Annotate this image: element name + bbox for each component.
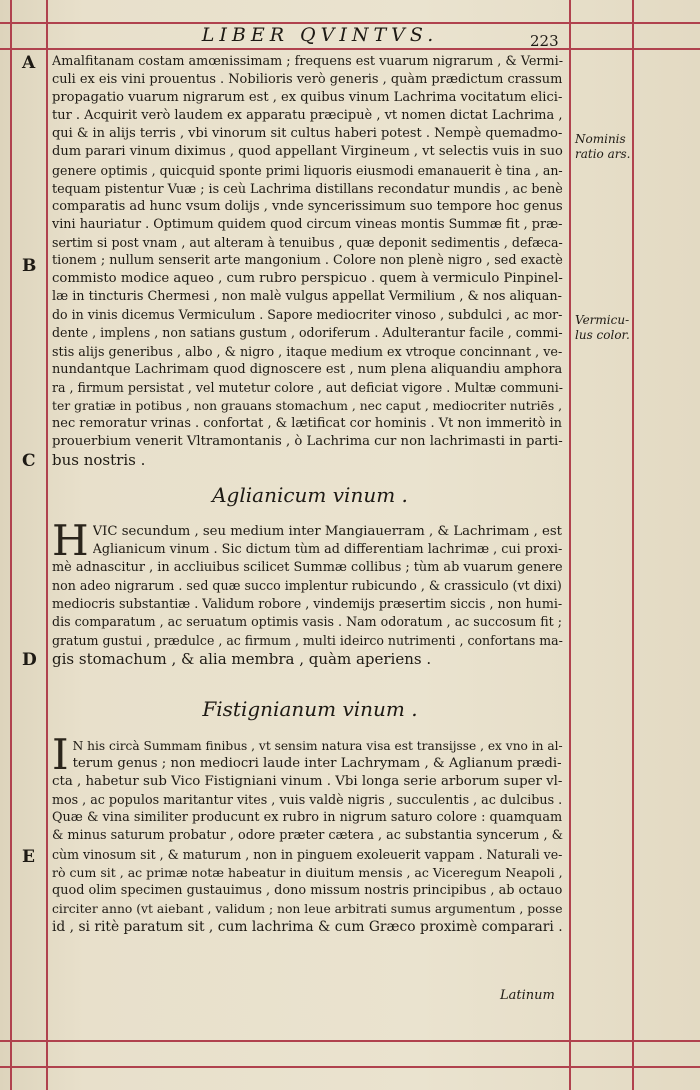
section-letter-e: E <box>22 847 35 867</box>
text-line: gratum gustui , prædulce , ac firmum , multi ideirco nutrimenti , confortans ma- <box>52 632 563 648</box>
text-line: qui & in alijs terris , vbi vinorum sit cultus haberi potest . Nempè quemadmo- <box>52 126 563 142</box>
text-line: dum parari vinum diximus , quod appellant Virgineum , vt selectis vuis in suo <box>52 144 563 160</box>
margin-note-nominis <box>575 132 633 162</box>
text-line: N his circà Summam finibus , vt sensim natura visa est transijsse , ex vno in al- <box>72 739 563 753</box>
text-line: VIC secundum , seu medium inter Mangiauerram , & Lachrimam , est <box>92 524 562 539</box>
paragraph-fistignianum <box>52 730 568 936</box>
red-rule-left-inner <box>46 0 48 1090</box>
text-line: quod olim specimen gustauimus , dono missum nostris principibus , ab octauo <box>52 882 563 898</box>
paragraph-aglianicum <box>52 516 568 668</box>
red-rule-top-inner <box>0 48 700 50</box>
section-letter-b: B <box>22 256 37 276</box>
text-line: tequam pistentur Vuæ ; is ceù Lachrima distillans recondatur mundis , ac benè <box>52 180 563 196</box>
red-rule-right-inner <box>569 0 571 1090</box>
margin-note-line: ratio ars. <box>575 147 631 161</box>
catchword: Latinum <box>500 988 555 1003</box>
section-letter-c: C <box>22 451 36 471</box>
section-heading-fistignianum: Fistignianum vinum . <box>202 697 418 721</box>
text-line: gis stomachum , & alia membra , quàm aperiens . <box>52 649 432 668</box>
text-line: nundantque Lachrimam quod dignoscere est , num plena aliquandiu amphora <box>52 361 563 377</box>
text-line: commisto modice aqueo , cum rubro perspicuo . quem à vermiculo Pinpinel- <box>52 271 563 287</box>
text-line: tur . Acquirit verò laudem ex apparatu præcipuè , vt nomen dictat Lachrima , <box>52 108 563 124</box>
text-line: genere optimis , quicquid sponte primi liquoris eiusmodi emanauerit è tina , an- <box>52 162 563 178</box>
text-line: dente , implens , non satians gustum , odoriferum . Adulterantur facile , commi- <box>52 325 563 341</box>
text-line: ter gratiæ in potibus , non grauans stomachum , nec caput , mediocriter nutriēs , <box>52 398 563 413</box>
text-line: circiter anno (vt aiebant , validum ; non leue arbitrati sumus argumentum , posse <box>52 901 563 916</box>
text-line: culi ex eis vini prouentus . Nobilioris verò generis , quàm prædictum crassum <box>52 72 563 88</box>
section-heading-aglianicum: Aglianicum vinum . <box>212 483 408 507</box>
text-line: mè adnascitur , in accliuibus scilicet Summæ collibus ; tùm ab vuarum genere <box>52 560 563 576</box>
red-rule-bottom-inner <box>0 1040 700 1042</box>
text-line: non adeo nigrarum . sed quæ succo implentur rubicundo , & crassiculo (vt dixi) <box>52 578 562 594</box>
text-line: vini hauriatur . Optimum quidem quod circum vineas montis Summæ fit , præ- <box>52 216 563 232</box>
text-line: tionem ; nullum senserit arte mangonium . Colore non plenè nigro , sed exactè <box>52 253 563 269</box>
text-line: mediocris substantiæ . Validum robore , vindemijs præsertim siccis , non humi- <box>52 596 563 612</box>
text-line: id , si ritè paratum sit , cum lachrima & cum Græco proximè comparari . <box>52 918 563 935</box>
drop-cap: I <box>52 730 69 779</box>
margin-note-line: lus color. <box>575 328 630 342</box>
text-line: mos , ac populos maritantur vites , vuis valdè nigris , succulentis , ac dulcibus . <box>52 792 563 808</box>
text-line: cta , habetur sub Vico Fistigniani vinum . Vbi longa serie arborum super vl- <box>52 774 563 790</box>
text-line: Quæ & vina similiter producunt ex rubro in nigrum saturo colore : quamquam <box>52 810 563 826</box>
text-line: propagatio vuarum nigrarum est , ex quibus vinum Lachrima vocitatum elici- <box>52 90 563 106</box>
red-rule-right-outer <box>632 0 634 1090</box>
text-line: Amalfitanam costam amœnissimam ; frequens est vuarum nigrarum , & Vermi- <box>52 54 564 69</box>
margin-note-line: Nominis <box>575 132 626 146</box>
drop-cap: H <box>52 516 89 565</box>
text-line: dis comparatum , ac seruatum optimis vasis . Nam odoratum , ac succosum fit ; <box>52 614 563 630</box>
paragraph-lachrima <box>52 53 568 469</box>
text-line: Aglianicum vinum . Sic dictum tùm ad differentiam lachrimæ , cui proxi- <box>92 542 563 558</box>
text-line: & minus saturum probatur , odore præter cætera , ac substantia syncerum , & <box>52 828 563 844</box>
text-line: nec remoratur vrinas . confortat , & lætificat cor hominis . Vt non immeritò in <box>52 415 562 431</box>
page-number: 223 <box>530 32 559 50</box>
text-line: rò cum sit , ac primæ notæ habeatur in diuitum mensis , ac Viceregum Neapoli , <box>52 864 563 880</box>
text-line: sertim si post vnam , aut alteram à tenuibus , quæ deponit sedimentis , defæca- <box>52 234 563 250</box>
section-letter-a: A <box>22 53 36 73</box>
text-line: læ in tincturis Chermesi , non malè vulgus appellat Vermilium , & nos aliquan- <box>52 289 562 305</box>
running-head: LIBER QVINTVS. <box>201 24 439 46</box>
text-line: do in vinis dicemus Vermiculum . Sapore mediocriter vinoso , subdulci , ac mor- <box>52 307 563 323</box>
red-rule-left-outer <box>10 0 12 1090</box>
red-rule-bottom-outer <box>0 1066 700 1068</box>
text-line: cùm vinosum sit , & maturum , non in pinguem exoleuerit vappam . Naturali ve- <box>52 846 563 862</box>
text-line: ra , firmum persistat , vel mutetur colore , aut deficiat vigore . Multæ communi- <box>52 379 564 395</box>
text-line: comparatis ad hunc vsum dolijs , vnde syncerissimum suo tempore hoc genus <box>52 198 563 214</box>
text-line: stis alijs generibus , albo , & nigro , itaque medium ex vtroque concinnant , ve- <box>52 343 563 359</box>
text-line: terum genus ; non mediocri laude inter Lachrymam , & Aglianum prædi- <box>72 756 562 772</box>
margin-note-vermiculus <box>575 313 633 343</box>
section-letter-d: D <box>22 650 37 670</box>
text-line: prouerbium venerit Vltramontanis , ò Lachrima cur non lachrimasti in parti- <box>52 433 563 449</box>
margin-note-line: Vermicu- <box>575 313 630 327</box>
text-line: bus nostris . <box>52 451 146 470</box>
